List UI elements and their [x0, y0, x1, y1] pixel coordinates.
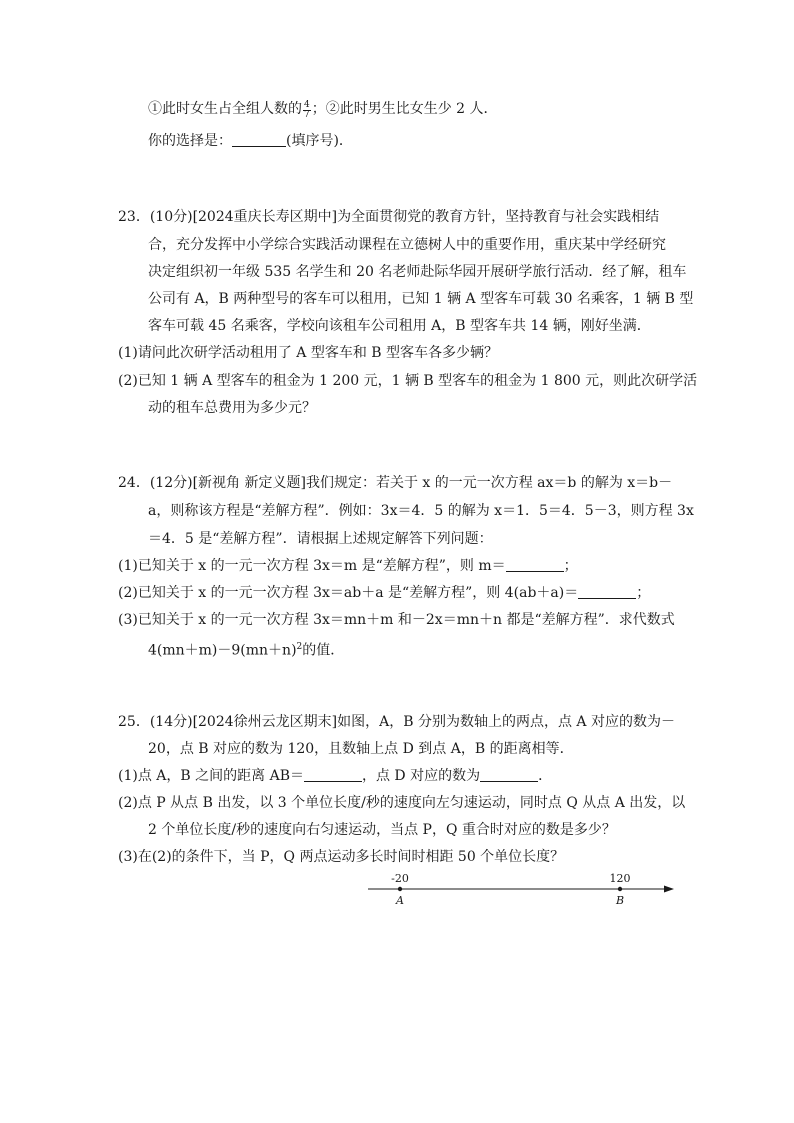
- fraction-four-sevenths: [303, 101, 311, 120]
- fraction-numerator: 4: [304, 100, 310, 110]
- q24-expression: 4(mn＋m)－9(mn＋n): [148, 642, 297, 659]
- number-line-figure: [360, 868, 680, 912]
- q22-answer-blank[interactable]: [232, 132, 286, 147]
- q24-exponent: 2: [296, 642, 303, 652]
- point-a-value: -20: [391, 872, 409, 885]
- q24-part-3-line-2: [148, 638, 344, 660]
- q23-text-1: (10分)[2024重庆长寿区期中]为全面贯彻党的教育方针，坚持教育与社会实践相结: [149, 209, 660, 225]
- q25-part-2-line-2: 2 个单位长度/秒的速度向右匀速运动，当点 P，Q 重合时对应的数是多少？: [148, 822, 616, 838]
- point-a-dot: [398, 887, 402, 891]
- q24-text-1: (12分)[新视角 新定义题]我们规定：若关于 x 的一元一次方程 ax＝b 的解为 x＝b－: [149, 475, 673, 491]
- q25-line-1: [118, 713, 675, 731]
- q24-part-3-suffix: 的值．: [302, 642, 345, 659]
- q23-number: 23．: [118, 209, 150, 225]
- q24-part-1: [118, 557, 578, 575]
- q24-part-2: [118, 584, 650, 602]
- q24-part-1-prefix: (1)已知关于 x 的一元一次方程 3x＝m 是“差解方程”，则 m＝: [118, 558, 506, 574]
- q25-part-3: (3)在(2)的条件下，当 P，Q 两点运动多长时间时相距 50 个单位长度？: [118, 849, 565, 865]
- q22-options-prefix: ①此时女生占全组人数的: [148, 101, 302, 117]
- q22-choice-suffix: (填序号)．: [286, 133, 353, 149]
- q23-line-5: 客车可载 45 名乘客，学校向该租车公司租用 A，B 型客车共 14 辆，刚好坐满．: [148, 318, 651, 334]
- q25-text-1: (14分)[2024徐州云龙区期末]如图，A，B 分别为数轴上的两点，点 A 对应的数为－: [149, 714, 675, 730]
- q23-part-1: (1)请问此次研学活动租用了 A 型客车和 B 型客车各多少辆？: [118, 345, 499, 361]
- fraction-denominator: 7: [304, 110, 310, 120]
- q23-line-1: [118, 208, 659, 226]
- q25-line-2: 20，点 B 对应的数为 120，且数轴上点 D 到点 A，B 的距离相等．: [148, 741, 574, 757]
- q23-part-2-line-2: 动的租车总费用为多少元？: [148, 400, 316, 416]
- q23-line-3: 决定组织初一年级 535 名学生和 20 名老师赴际华园开展研学旅行活动．经了解，租车: [148, 264, 687, 280]
- q23-line-2: 合，充分发挥中小学综合实践活动课程在立德树人中的重要作用，重庆某中学经研究: [148, 237, 666, 253]
- number-line-arrow-icon: [664, 886, 674, 893]
- point-b-label: B: [615, 894, 625, 907]
- q25-part-1-prefix: (1)点 A，B 之间的距离 AB＝: [118, 768, 304, 784]
- q24-line-1: [118, 474, 672, 492]
- q22-choice-prefix: 你的选择是：: [148, 133, 232, 149]
- q25-part-1-suffix: ．: [538, 768, 553, 784]
- q22-choice-line: [148, 132, 353, 150]
- q25-number: 25．: [118, 714, 150, 730]
- q24-part-1-suffix: ；: [563, 558, 578, 574]
- point-a-label: A: [396, 894, 404, 907]
- q23-part-2-line-1: (2)已知 1 辆 A 型客车的租金为 1 200 元，1 辆 B 型客车的租金为 1 800 元，则此次研学活: [118, 373, 698, 389]
- q24-line-2: a，则称该方程是“差解方程”．例如：3x＝4．5 的解为 x＝1．5＝4．5－3，则方程 3x: [148, 503, 694, 519]
- q24-part-2-prefix: (2)已知关于 x 的一元一次方程 3x＝ab＋a 是“差解方程”，则 4(ab＋a)＝: [118, 585, 579, 601]
- q24-part-2-blank[interactable]: [578, 584, 636, 599]
- q25-part-2-line-1: (2)点 P 从点 B 出发，以 3 个单位长度/秒的速度向左匀速运动，同时点 Q 从点 A 出发，以: [118, 795, 686, 811]
- q25-point-d-blank[interactable]: [480, 767, 538, 782]
- q25-part-1-mid: ，点 D 对应的数为: [361, 768, 481, 784]
- q25-distance-blank[interactable]: [304, 767, 362, 782]
- q24-line-3: ＝4．5 是“差解方程”．请根据上述规定解答下列问题：: [148, 531, 493, 547]
- point-b-value: 120: [609, 872, 631, 885]
- point-b-dot: [618, 887, 622, 891]
- q22-options-line: [148, 100, 498, 120]
- q24-part-3-line-1: (3)已知关于 x 的一元一次方程 3x＝mn＋m 和－2x＝mn＋n 都是“差解方程”．求代数式: [118, 612, 675, 628]
- q24-part-1-blank[interactable]: [506, 557, 564, 572]
- q24-part-2-suffix: ；: [636, 585, 651, 601]
- q24-number: 24．: [118, 475, 150, 491]
- q25-part-1: [118, 767, 552, 785]
- q22-options-suffix: ；②此时男生比女生少 2 人．: [311, 101, 498, 117]
- q23-line-4: 公司有 A，B 两种型号的客车可以租用，已知 1 辆 A 型客车可载 30 名乘客，1 辆 B 型: [148, 291, 694, 307]
